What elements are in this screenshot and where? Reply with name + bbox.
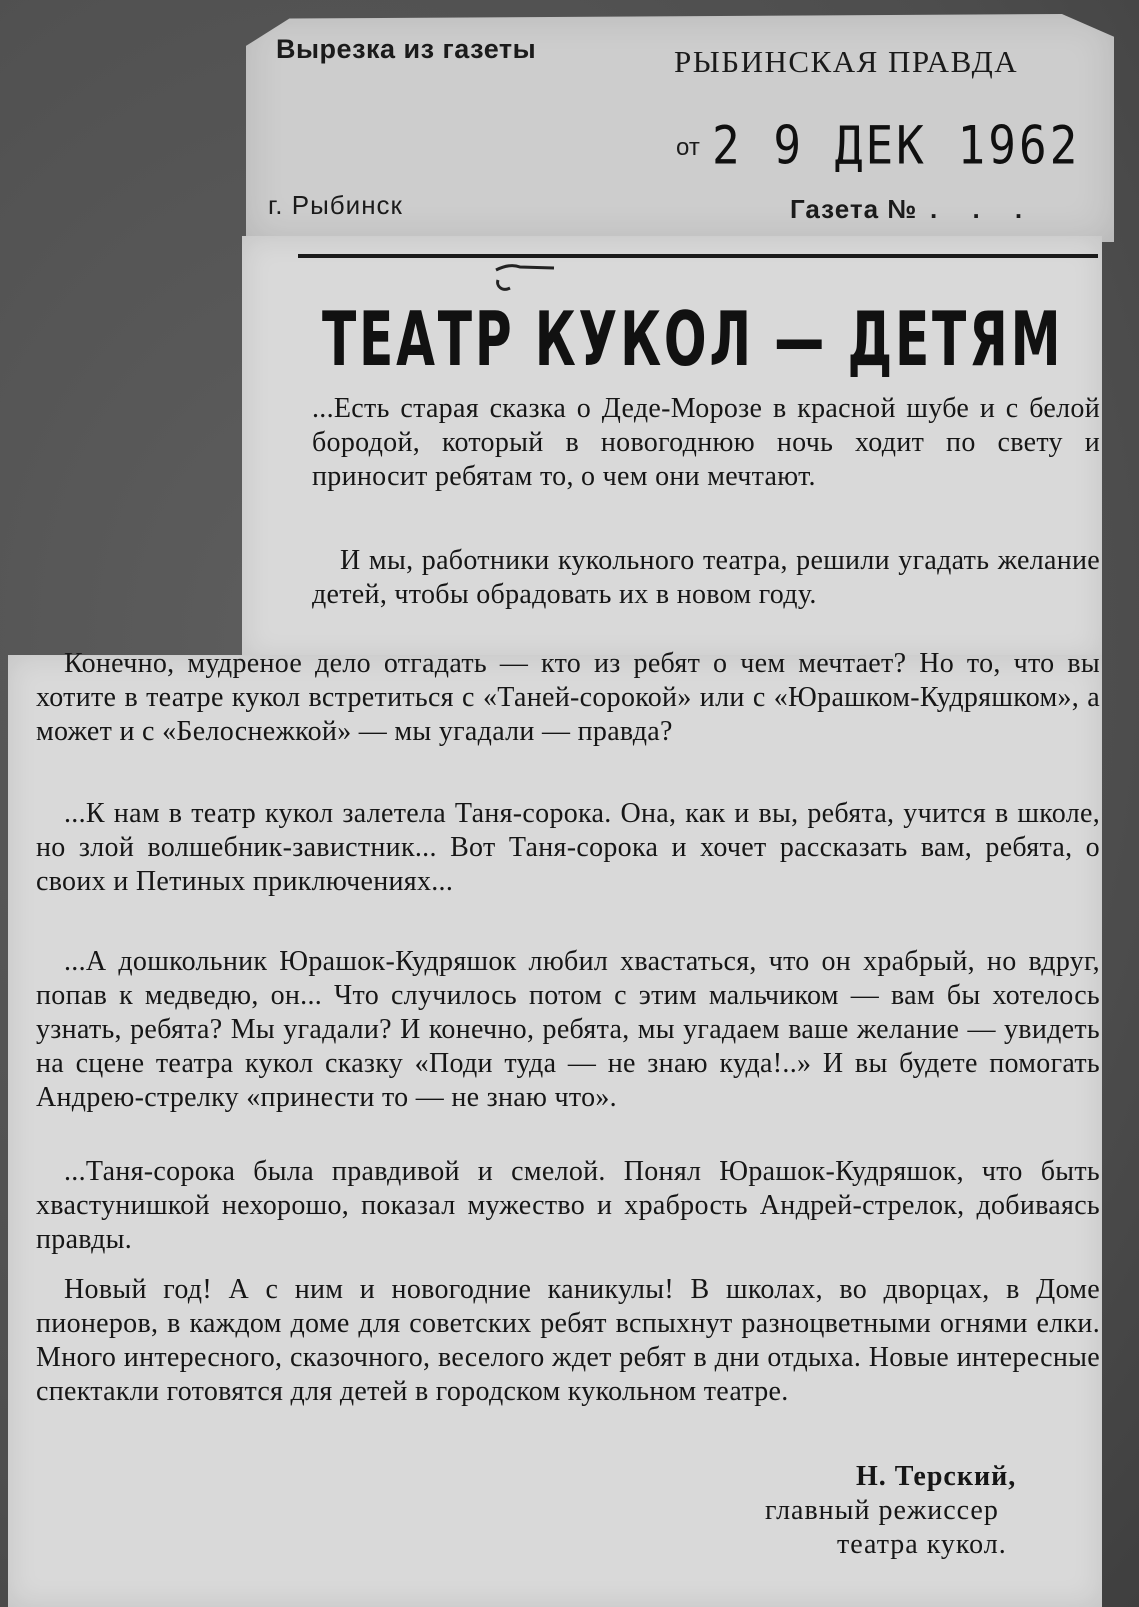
article-paragraph-5: ...А дошкольник Юрашок-Кудряшок любил хвастаться, что он храбрый, но вдруг, попав к медведю, он... Что случилось потом с этим мальчиком — вам бы хотелось узнать, ребята? Мы угадали? И конечно, ребята, мы угадаем ваше желание — увидеть на сцене театра кукол сказку «Поди туда — не знаю куда!..» И вы будете помогать Андрею-стрелку «принести то — не знаю что». [36, 946, 1100, 1113]
newspaper-name: РЫБИНСКАЯ ПРАВДА [674, 44, 1019, 79]
article-paragraph-4: ...К нам в театр кукол залетела Таня-сорока. Она, как и вы, ребята, учится в школе, но злой волшебник-завистник... Вот Таня-сорока и хочет рассказать вам, ребята, о своих и Петиных приключениях... [36, 798, 1100, 897]
article-paragraph-7: Новый год! А с ним и новогодние каникулы! В школах, во дворцах, в Доме пионеров, в каждом доме для советских ребят вспыхнут разноцветными огнями елки. Много интересного, сказочного, веселого ждет ребят в дни отдыха. Новые интересные спектакли готовятся для детей в городском кукольном театре. [36, 1274, 1100, 1407]
issue-number-dots: . . . [930, 194, 1037, 224]
article-paragraph-6: ...Таня-сорока была правдивой и смелой. Понял Юрашок-Кудряшок, что быть хвастунишкой нехорошо, показал мужество и храбрость Андрей-стрелок, добиваясь правды. [36, 1156, 1100, 1255]
header-rule [298, 254, 1098, 258]
issue-label: Газета № [790, 194, 918, 224]
date-stamp: 2 9 ДЕК 1962 [712, 114, 1081, 177]
article-title: ТЕАТР КУКОЛ — ДЕТЯМ [322, 296, 1064, 383]
author-name: Н. Терский, [856, 1461, 1017, 1492]
clipping-label: Вырезка из газеты [276, 34, 537, 64]
article-paragraph-3: Конечно, мудреное дело отгадать — кто из ребят о чем мечтает? Но то, что вы хотите в театре кукол встретиться с «Таней-сорокой» или с «Юрашком-Кудряшком», а может и с «Белоснежкой» — мы угадали — правда? [36, 648, 1100, 747]
city-label: г. Рыбинск [268, 190, 403, 220]
author-role: главный режиссер [765, 1495, 999, 1526]
article-paragraph-2: И мы, работники кукольного театра, решили угадать желание детей, чтобы обрадовать их в новом году. [312, 545, 1100, 610]
article-paragraph-1: ...Есть старая сказка о Деде-Морозе в красной шубе и с белой бородой, который в новогоднюю ночь ходит по свету и приносит ребятам то, о чем они мечтают. [312, 393, 1100, 492]
date-prefix: от [676, 134, 700, 161]
pencil-mark-icon [490, 258, 570, 298]
author-organization: театра кукол. [837, 1529, 1007, 1560]
